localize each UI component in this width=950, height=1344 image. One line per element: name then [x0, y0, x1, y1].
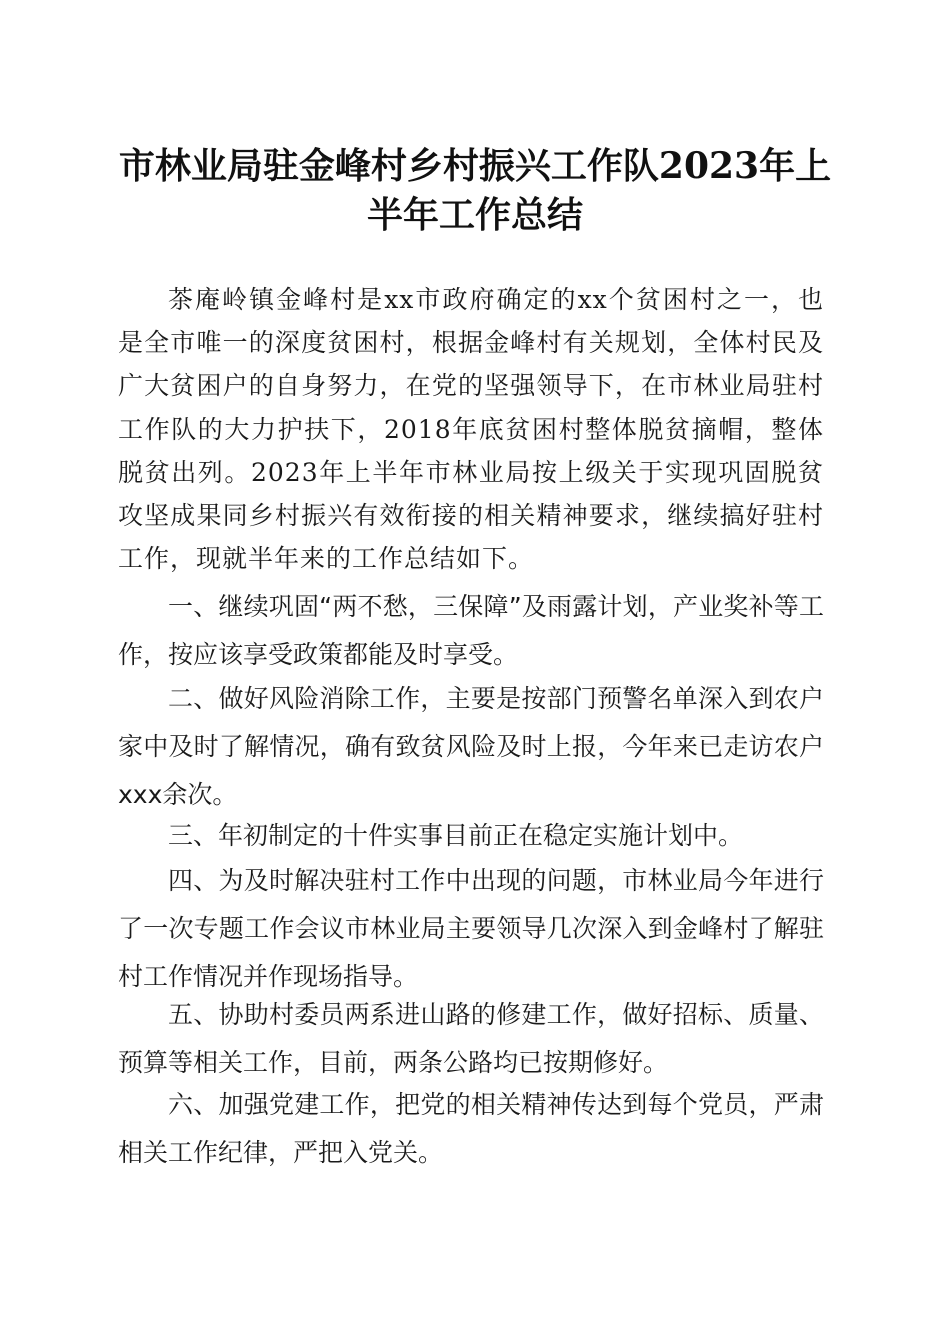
work-item-1: 一、继续巩固“两不愁，三保障”及雨露计划，产业奖补等工作，按应该享受政策都能及时享受。 — [118, 592, 824, 669]
work-item-4: 四、为及时解决驻村工作中出现的问题，市林业局今年进行了一次专题工作会议市林业局主要领导几次深入到金峰村了解驻村工作情况并作现场指导。 — [118, 866, 824, 991]
work-item-3: 三、年初制定的十件实事目前正在稳定实施计划中。 — [168, 821, 744, 850]
intro-paragraph: 茶庵岭镇金峰村是xx市政府确定的xx个贫困村之一，也是全市唯一的深度贫困村，根据金峰村有关规划，全体村民及广大贫困户的自身努力，在党的坚强领导下，在市林业局驻村工作队的大力护扶下，2018年底贫困村整体脱贫摘帽，整体脱贫出列。2023年上半年市林业局按上级关于实现巩固脱贫攻坚成果同乡村振兴有效衔接的相关精神要求，继续搞好驻村工作，现就半年来的工作总结如下。 — [118, 285, 824, 574]
work-item-2: 二、做好风险消除工作，主要是按部门预警名单深入到农户家中及时了解情况，确有致贫风险及时上报，今年来已走访农户xxx余次。 — [118, 684, 824, 809]
document-title-line-2: 半年工作总结 — [366, 194, 583, 236]
document-title-line-1: 市林业局驻金峰村乡村振兴工作队2023年上 — [118, 145, 832, 187]
work-item-5: 五、协助村委员两系进山路的修建工作，做好招标、质量、预算等相关工作，目前，两条公路均已按期修好。 — [118, 1000, 824, 1077]
work-item-6: 六、加强党建工作，把党的相关精神传达到每个党员，严肃相关工作纪律，严把入党关。 — [118, 1090, 824, 1167]
